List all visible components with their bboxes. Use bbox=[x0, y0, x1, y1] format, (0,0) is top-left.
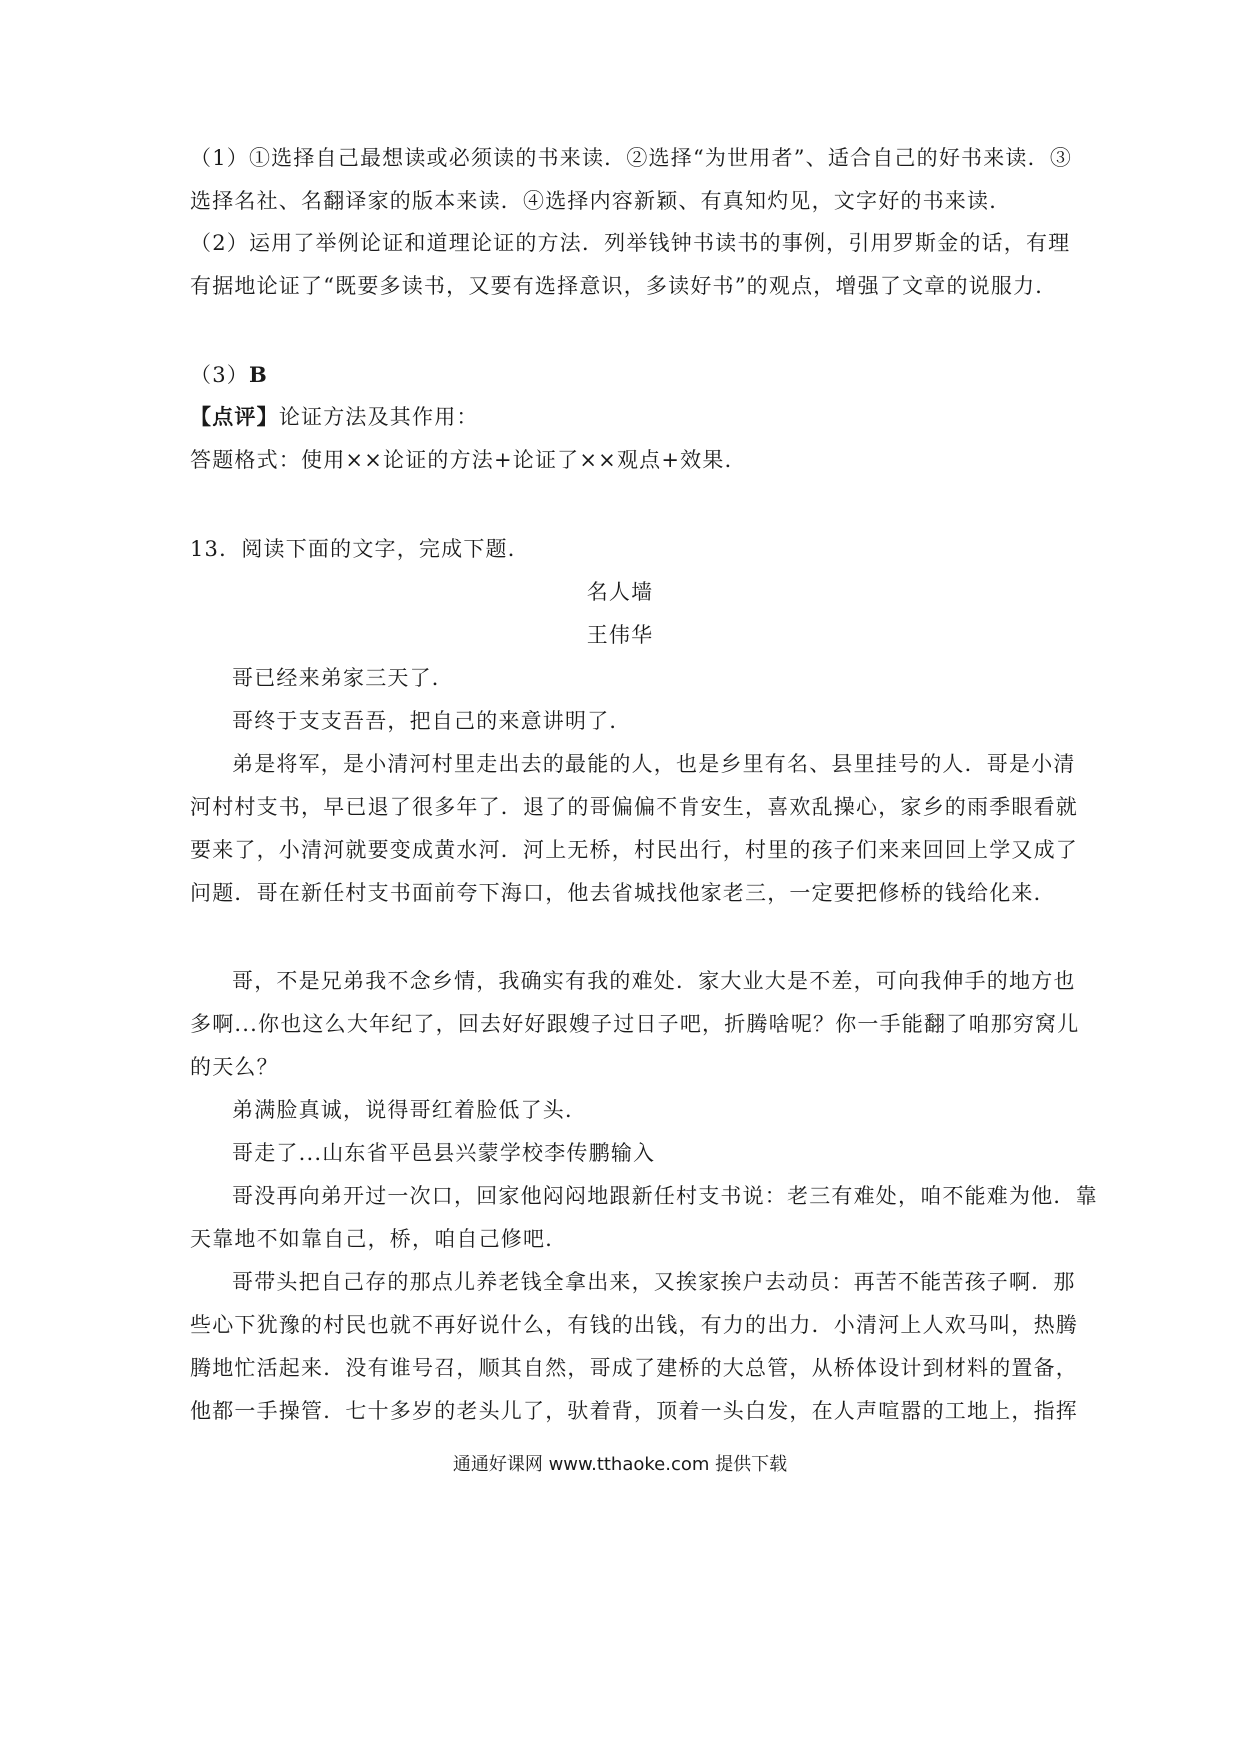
answer-format: 答题格式：使用××论证的方法+论证了××观点+效果． bbox=[190, 448, 747, 472]
story-line: 哥走了...山东省平邑县兴蒙学校李传鹏输入 bbox=[232, 1141, 656, 1165]
story-line: 哥已经来弟家三天了． bbox=[232, 666, 454, 690]
answer-3-choice: B bbox=[248, 362, 268, 387]
story-line: 哥终于支支吾吾，把自己的来意讲明了． bbox=[232, 709, 632, 733]
comment-label: 【点评】 bbox=[190, 404, 279, 429]
page-footer: 通通好课网 www.tthaoke.com 提供下载 bbox=[452, 1454, 788, 1475]
answer-3-prefix: （3） bbox=[190, 363, 249, 387]
story-author: 王伟华 bbox=[586, 623, 654, 647]
story-line: 问题．哥在新任村支书面前夸下海口，他去省城找他家老三，一定要把修桥的钱给化来． bbox=[190, 881, 1056, 905]
story-line: 些心下犹豫的村民也就不再好说什么，有钱的出钱，有力的出力．小清河上人欢马叫，热腾 bbox=[190, 1313, 1078, 1337]
comment-heading bbox=[190, 402, 479, 432]
answer-2-line-2: 有据地论证了“既要多读书，又要有选择意识，多读好书”的观点，增强了文章的说服力． bbox=[190, 274, 1058, 298]
answer-2-line-1: （2）运用了举例论证和道理论证的方法．列举钱钟书读书的事例，引用罗斯金的话，有理 bbox=[190, 231, 1071, 255]
story-line: 的天么？ bbox=[190, 1055, 279, 1079]
comment-text: 论证方法及其作用： bbox=[278, 405, 479, 429]
story-line: 弟是将军，是小清河村里走出去的最能的人，也是乡里有名、县里挂号的人．哥是小清 bbox=[232, 752, 1076, 776]
story-line: 多啊...你也这么大年纪了，回去好好跟嫂子过日子吧，折腾啥呢？你一手能翻了咱那穷窝儿 bbox=[190, 1012, 1080, 1036]
answer-1-line-1: （1）①选择自己最想读或必须读的书来读．②选择“为世用者”、适合自己的好书来读．③ bbox=[190, 146, 1073, 170]
story-line: 要来了，小清河就要变成黄水河．河上无桥，村民出行，村里的孩子们来来回回上学又成了 bbox=[190, 838, 1078, 862]
story-line: 河村村支书，早已退了很多年了．退了的哥偏偏不肯安生，喜欢乱操心，家乡的雨季眼看就 bbox=[190, 795, 1078, 819]
question-13-prompt: 13．阅读下面的文字，完成下题． bbox=[190, 537, 530, 561]
answer-3 bbox=[190, 360, 268, 390]
story-line: 哥没再向弟开过一次口，回家他闷闷地跟新任村支书说：老三有难处，咱不能难为他．靠 bbox=[232, 1184, 1098, 1208]
story-title: 名人墙 bbox=[586, 580, 654, 604]
story-line: 腾地忙活起来．没有谁号召，顺其自然，哥成了建桥的大总管，从桥体设计到材料的置备， bbox=[190, 1356, 1078, 1380]
answer-1-line-2: 选择名社、名翻译家的版本来读．④选择内容新颖、有真知灼见，文字好的书来读． bbox=[190, 189, 1012, 213]
story-line: 哥带头把自己存的那点儿养老钱全拿出来，又挨家挨户去动员：再苦不能苦孩子啊．那 bbox=[232, 1270, 1076, 1294]
story-line: 哥，不是兄弟我不念乡情，我确实有我的难处．家大业大是不差，可向我伸手的地方也 bbox=[232, 969, 1076, 993]
story-line: 天靠地不如靠自己，桥，咱自己修吧． bbox=[190, 1227, 568, 1251]
story-line: 弟满脸真诚，说得哥红着脸低了头． bbox=[232, 1098, 588, 1122]
story-line: 他都一手操管．七十多岁的老头儿了，驮着背，顶着一头白发，在人声喧嚣的工地上，指挥 bbox=[190, 1399, 1078, 1423]
